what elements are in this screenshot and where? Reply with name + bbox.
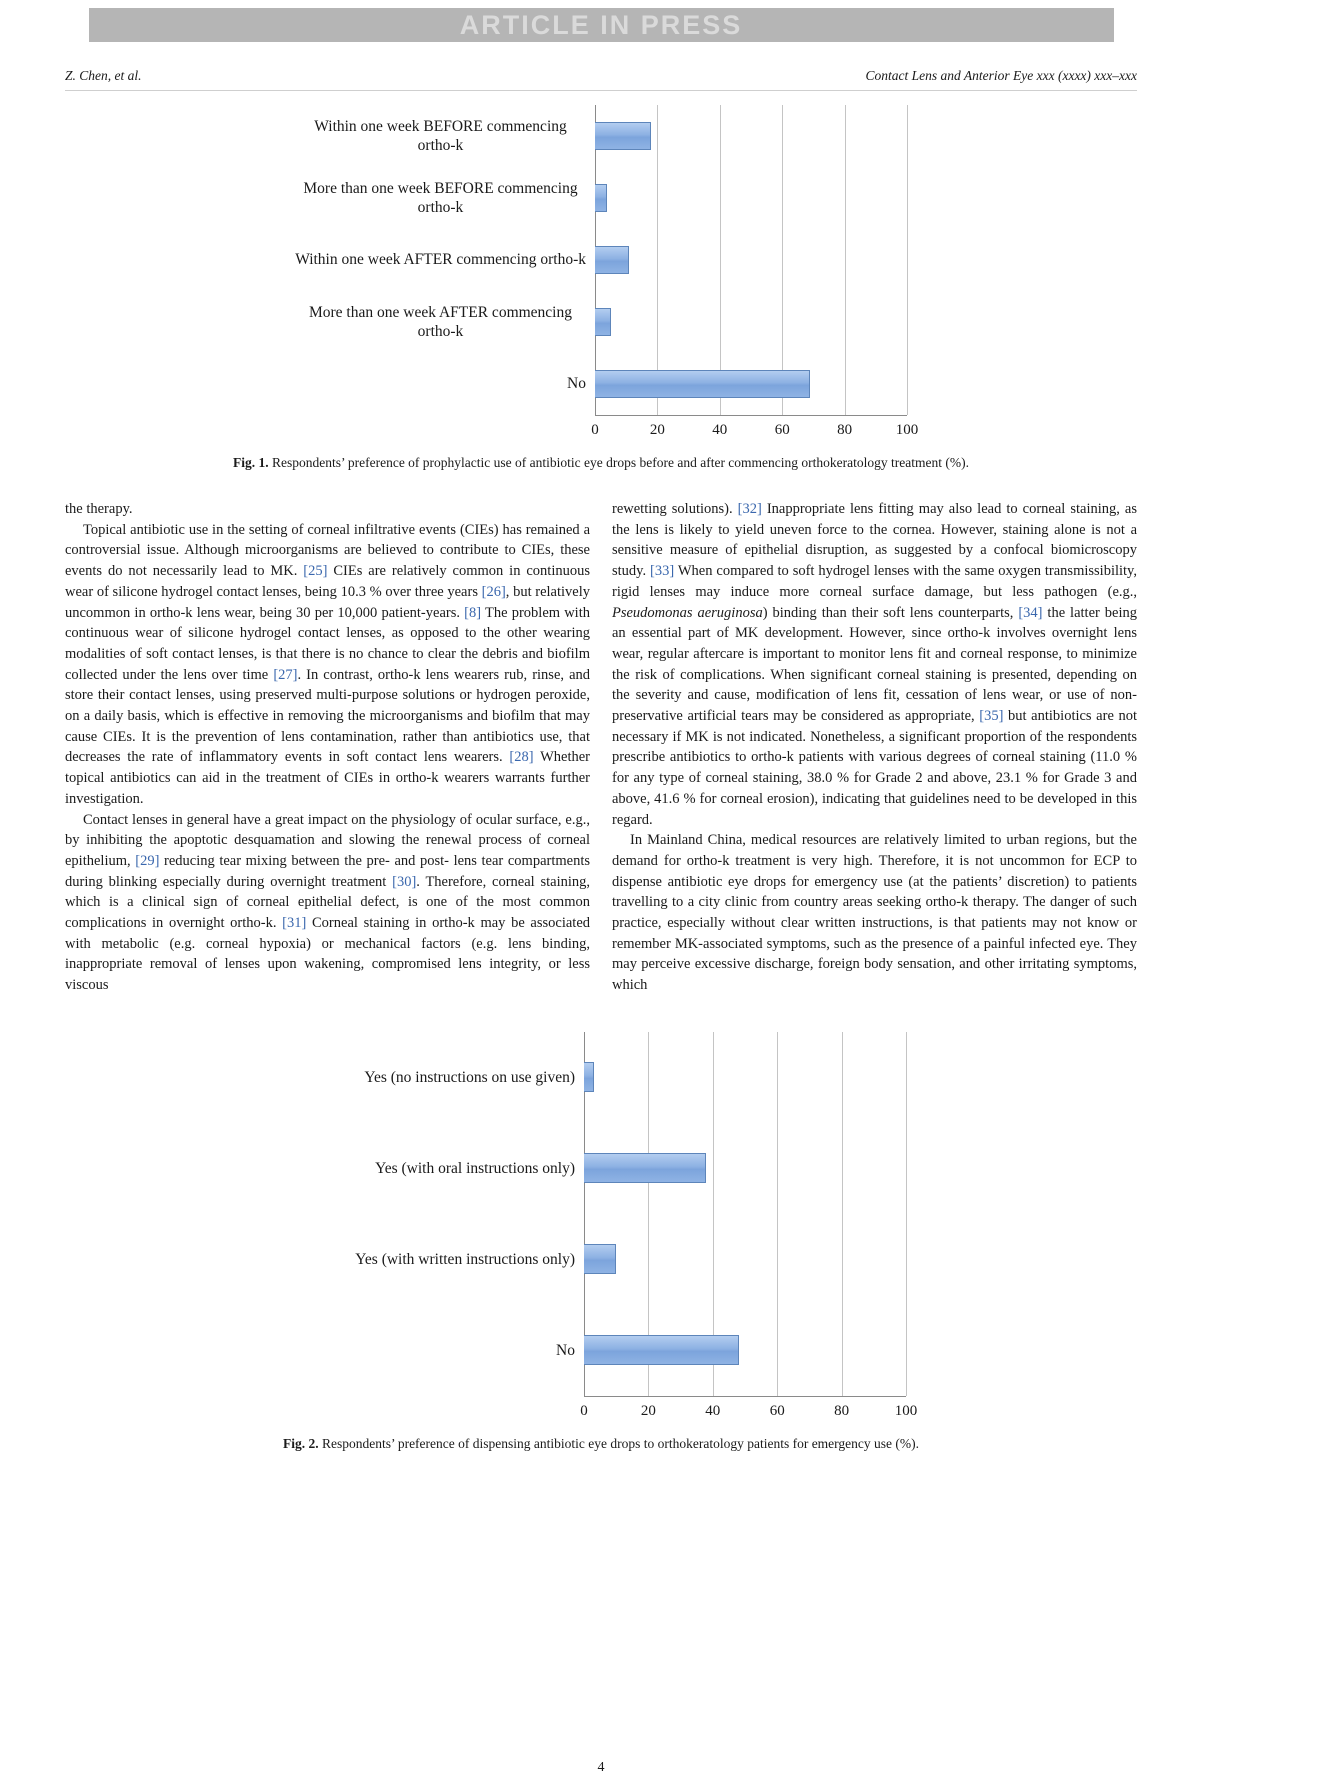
figure-2	[65, 1032, 1137, 1452]
x-tick-label: 0	[580, 1402, 588, 1419]
paragraph: Topical antibiotic use in the setting of corneal infiltrative events (CIEs) has remained a controversial issue. Although microorganisms are believed to contribute to CIEs, these events do not necessarily lead to MK. [25] CIEs are relatively common in continuous wear of silicone hydrogel contact lenses, being 10.3 % over three years [26], but relatively uncommon in ortho-k lens wear, being 30 per 10,000 patient-years. [8] The problem with continuous wear of silicone hydrogel contact lenses, as opposed to the other wearing modalities of soft contact lenses, is that there is no chance to clear the debris and biofilm collected under the lens over time [27]. In contrast, ortho-k lens wearers rub, rinse, and store their contact lenses, using preserved multi-purpose solutions or hydrogen peroxide, on a daily basis, which is effective in removing the microorganisms and biofilm that may cause CIEs. It is the prevention of lens contamination, rather than antibiotics use, that decreases the rate of inflammatory events in soft contact lens wearers. [28] Whether topical antibiotics can aid in the treatment of CIEs in ortho-k wearers warrants further investigation.	[65, 521, 590, 807]
category-label: No	[556, 1341, 575, 1359]
bar-row	[595, 105, 907, 167]
x-tick-label: 20	[649, 422, 665, 438]
x-tick-label: 40	[712, 422, 728, 438]
fig1-caption-text: Respondents’ preference of prophylactic use of antibiotic eye drops before and after commencing orthokeratology treatment (%).	[272, 455, 969, 470]
fig1-category-axis	[295, 105, 595, 416]
fig2-bar-chart	[65, 1032, 1137, 1423]
citation-link[interactable]: [34]	[1018, 604, 1043, 621]
category-label: More than one week BEFORE commencing ortho-k	[303, 179, 578, 216]
gridline	[906, 1032, 907, 1396]
x-tick-label: 40	[705, 1402, 721, 1419]
right-column	[612, 499, 1137, 996]
bar-row	[584, 1305, 906, 1396]
x-tick-label: 80	[834, 1402, 850, 1419]
bar-row	[595, 229, 907, 291]
category-label: Within one week BEFORE commencing ortho-k	[314, 117, 567, 154]
bar	[584, 1335, 739, 1365]
x-tick-label: 0	[591, 422, 599, 438]
bar	[595, 246, 629, 274]
category-label: More than one week AFTER commencing ortho-k	[308, 303, 572, 340]
bar	[584, 1244, 616, 1274]
figure-1	[65, 105, 1137, 471]
x-tick-label: 100	[895, 422, 919, 438]
category-label: Within one week AFTER commencing ortho-k	[295, 251, 586, 269]
bar	[595, 308, 611, 336]
x-tick-label: 60	[774, 422, 790, 438]
paragraph: rewetting solutions). [32] Inappropriate lens fitting may also lead to corneal staining, as the lens is likely to yield uneven force to the cornea. However, staining alone is not a sensitive measure of epithelial disruption, as suggested by a confocal biomicroscopy study. [33] When compared to soft hydrogel lenses with the same oxygen transmissibility, rigid lenses may induce more corneal surface damage, but less pathogen (e.g., Pseudomonas aeruginosa) binding than their soft lens counterparts, [34] the latter being an essential part of MK development. However, since ortho-k involves overnight lens wear, regular aftercare is important to monitor lens fit and corneal response, to minimize the risk of complications. When significant corneal staining is presented, depending on the severity and cause, modification of lens fit, cessation of lens wear, or use of non-preservative artificial tears may be considered as appropriate, [35] but antibiotics are not necessary if MK is not indicated. Nonetheless, a significant proportion of the respondents prescribe antibiotics to ortho-k patients with various degrees of corneal staining (11.0 % for any type of corneal staining, 38.0 % for Grade 2 and above, 23.1 % for Grade 3 and above, 41.6 % for corneal erosion), indicating that guidelines need to be developed in this regard.	[612, 501, 1137, 828]
citation-link[interactable]: [26]	[481, 583, 506, 600]
category-label: Yes (with oral instructions only)	[375, 1159, 575, 1177]
bar-row	[584, 1032, 906, 1123]
fig2-x-axis	[580, 1397, 918, 1423]
journal-title: Contact Lens and Anterior Eye xxx (xxxx) xxx–xxx	[865, 68, 1137, 83]
bar-row	[595, 291, 907, 353]
citation-link[interactable]: [29]	[135, 852, 160, 869]
category-label: Yes (no instructions on use given)	[364, 1068, 575, 1086]
bar	[595, 370, 810, 398]
fig2-category-axis	[296, 1032, 584, 1397]
category-label: No	[567, 375, 586, 393]
bar-row	[584, 1214, 906, 1305]
article-in-press-banner	[89, 8, 1114, 42]
citation-link[interactable]: [30]	[392, 873, 417, 890]
bar	[595, 184, 607, 212]
x-tick-label: 80	[837, 422, 853, 438]
bar-row	[595, 167, 907, 229]
x-tick-label: 60	[769, 1402, 785, 1419]
x-tick-label: 100	[894, 1402, 918, 1419]
citation-link[interactable]: [25]	[303, 563, 328, 580]
citation-link[interactable]: [35]	[979, 708, 1004, 725]
fig1-bar-chart	[65, 105, 1137, 442]
fig1-caption	[65, 455, 1137, 471]
bar	[584, 1153, 706, 1183]
running-head	[65, 68, 1137, 91]
fig1-x-axis	[591, 416, 919, 442]
citation-link[interactable]: [33]	[650, 563, 675, 580]
fig1-plot-area	[595, 105, 907, 416]
citation-link[interactable]: [8]	[464, 604, 482, 621]
bar	[595, 122, 651, 150]
authors: Z. Chen, et al.	[65, 68, 142, 83]
paragraph: In Mainland China, medical resources are relatively limited to urban regions, but the demand for ortho-k treatment is very high. Therefore, it is not uncommon for ECP to dispense antibiotic eye drops for emergency use (at the patients’ discretion) to patients travelling to a city clinic from country areas seeking ortho-k therapy. The danger of such practice, especially without clear written instructions, is that patients may not know or remember MK-associated symptoms, such as the presence of a painful infected eye. They may perceive excessive discharge, foreign body sensation, and other irritating symptoms, which	[612, 832, 1137, 994]
gridline	[907, 105, 908, 415]
fig2-plot-area	[584, 1032, 906, 1397]
x-tick-label: 20	[640, 1402, 656, 1419]
citation-link[interactable]: [32]	[737, 501, 762, 517]
citation-link[interactable]: [27]	[273, 666, 298, 683]
left-column	[65, 499, 590, 996]
paragraph: the therapy.	[65, 501, 133, 517]
paper-page	[65, 8, 1137, 1452]
fig2-caption-text: Respondents’ preference of dispensing antibiotic eye drops to orthokeratology patients for emergency use (%).	[321, 1435, 920, 1451]
fig1-caption-label: Fig. 1.	[233, 455, 269, 470]
fig2-caption-label: Fig. 2.	[282, 1435, 319, 1451]
citation-link[interactable]: [31]	[282, 915, 307, 932]
fig2-caption	[65, 1436, 1137, 1452]
bar	[584, 1062, 594, 1092]
paragraph: Contact lenses in general have a great impact on the physiology of ocular surface, e.g., by inhibiting the apoptotic desquamation and slowing the renewal process of corneal epithelium, [29] reducing tear mixing between the pre- and post- lens tear compartments during blinking especially during overnight treatment [30]. Therefore, corneal staining, which is a clinical sign of corneal epithelial defect, is one of the most common complications in overnight ortho-k. [31] Corneal staining in ortho-k may be associated with metabolic (e.g. corneal hypoxia) or mechanical factors (e.g. lens binding, inappropriate removal of lenses upon wakening, compromised lens integrity, or less viscous	[65, 811, 591, 994]
category-label: Yes (with written instructions only)	[355, 1250, 575, 1268]
banner-text: ARTICLE IN PRESS	[459, 9, 743, 40]
body-text	[65, 499, 1137, 996]
citation-link[interactable]: [28]	[509, 749, 534, 766]
bar-row	[595, 353, 907, 415]
bar-row	[584, 1123, 906, 1214]
page-number: 4	[597, 1760, 605, 1775]
